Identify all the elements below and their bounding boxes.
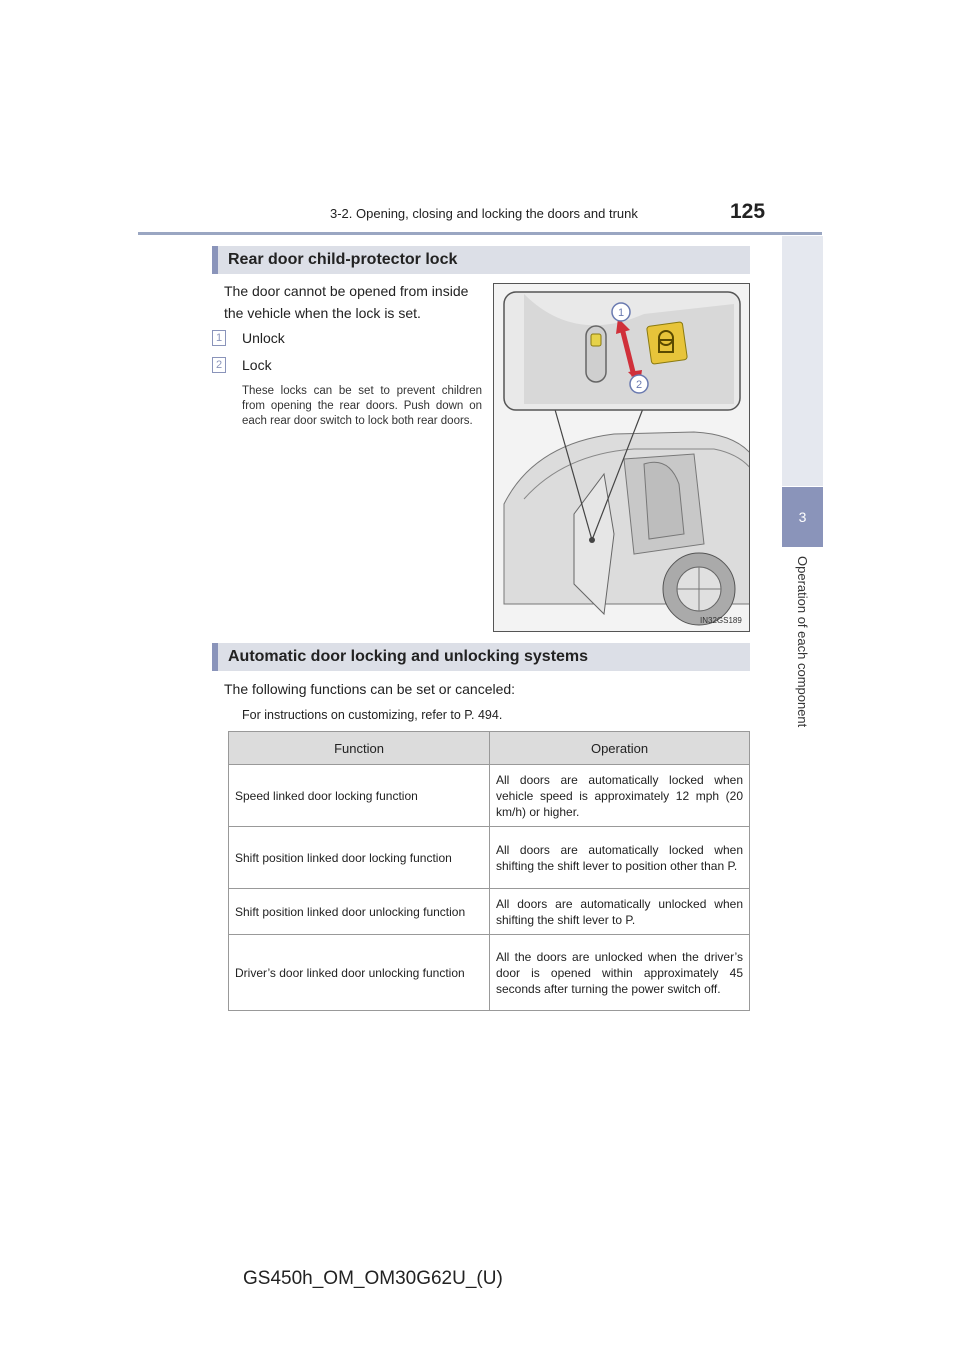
function-cell: Speed linked door locking function <box>229 765 490 827</box>
side-tab-background <box>782 236 823 486</box>
table-row <box>229 935 750 1011</box>
item-number-2: 2 <box>212 357 226 373</box>
child-lock-intro: The door cannot be opened from inside the vehicle when the lock is set. <box>224 283 469 321</box>
car-door-drawing <box>494 284 750 632</box>
child-lock-note: These locks can be set to prevent children from opening the rear doors. Push down on each rear door switch to lock both rear doors. <box>242 385 482 427</box>
callout-1: 1 <box>617 307 625 319</box>
running-header: 3-2. Opening, closing and locking the doors and trunk <box>330 206 638 221</box>
section-heading-child-lock: Rear door child-protector lock <box>212 246 750 274</box>
header-rule <box>138 232 822 235</box>
customizing-reference: For instructions on customizing, refer to P. 494. <box>242 708 503 722</box>
operation-cell: All doors are automatically locked when vehicle speed is approximately 12 mph (20 km/h) or higher. <box>490 765 750 827</box>
function-cell: Shift position linked door unlocking function <box>229 889 490 935</box>
operation-cell: All doors are automatically locked when shifting the shift lever to position other than P. <box>490 827 750 889</box>
auto-lock-intro: The following functions can be set or canceled: <box>224 681 516 697</box>
table-row <box>229 765 750 827</box>
item-number-1: 1 <box>212 330 226 346</box>
page-number: 125 <box>730 200 766 223</box>
item-label-lock: Lock <box>242 357 272 373</box>
column-header-function: Function <box>229 732 490 765</box>
document-code: GS450h_OM_OM30G62U_(U) <box>243 1268 503 1289</box>
operation-cell: All doors are automatically unlocked when shifting the shift lever to P. <box>490 889 750 935</box>
function-cell: Driver’s door linked door unlocking function <box>229 935 490 1011</box>
child-lock-illustration <box>493 283 750 632</box>
function-table <box>228 731 750 1011</box>
section-heading-auto-lock: Automatic door locking and unlocking systems <box>212 643 750 671</box>
column-header-operation: Operation <box>490 732 750 765</box>
table-header-row <box>229 732 750 765</box>
chapter-label: Operation of each component <box>795 556 810 728</box>
function-cell: Shift position linked door locking function <box>229 827 490 889</box>
item-label-unlock: Unlock <box>242 330 285 346</box>
table-row <box>229 889 750 935</box>
chapter-tab: 3 <box>782 487 823 547</box>
table-row <box>229 827 750 889</box>
callout-2: 2 <box>635 379 643 391</box>
operation-cell: All the doors are unlocked when the driver’s door is opened within approximately 45 seconds after turning the power switch off. <box>490 935 750 1011</box>
figure-code: IN32GS189 <box>700 616 742 625</box>
